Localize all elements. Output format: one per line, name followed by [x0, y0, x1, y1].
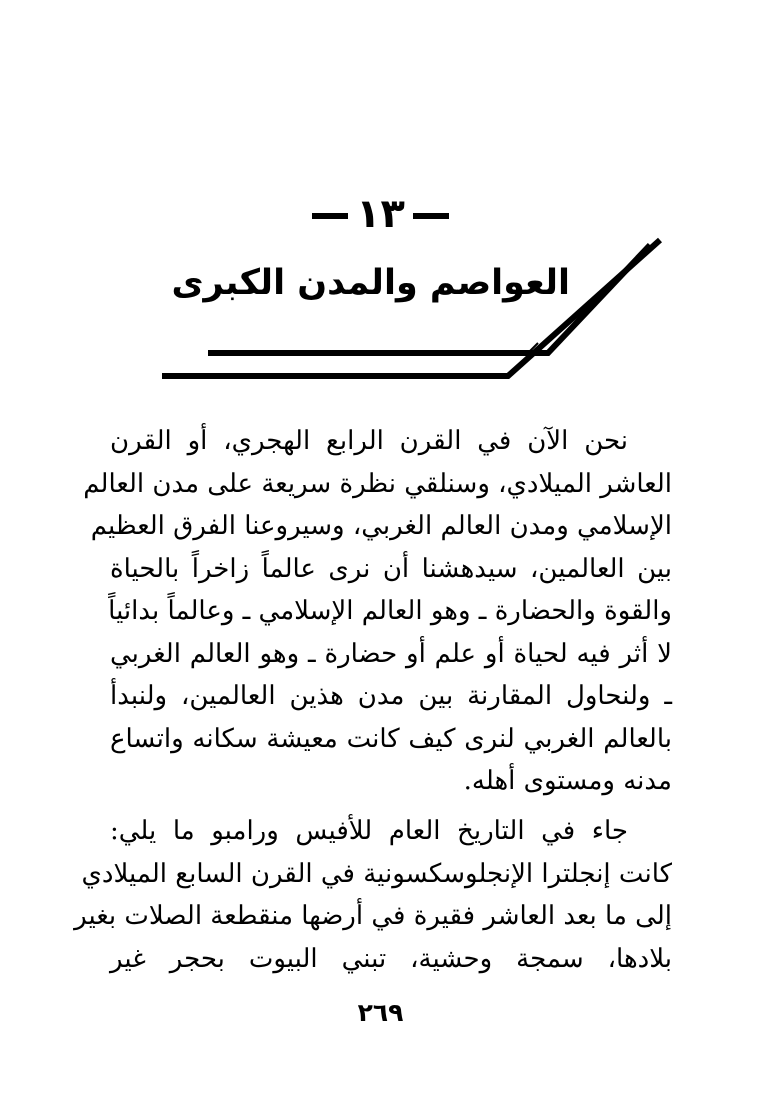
frame-thin-line — [528, 343, 538, 353]
text-line: الإسلامي ومدن العالم الغربي، وسيروعنا الفرق العظيم — [90, 511, 672, 541]
dash-decoration — [413, 213, 449, 219]
text-line: ـ ولنحاول المقارنة بين مدن هذين العالمين، ولنبدأ — [110, 681, 672, 711]
text-line: العاشر الميلادي، وسنلقي نظرة سريعة على مدن العالم — [83, 468, 672, 499]
text-line: جاء في التاريخ العام للأفيس ورامبو ما يلي: — [110, 816, 628, 846]
text-line: إلى ما بعد العاشر فقيرة في أرضها منقطعة الصلات بغير — [74, 901, 672, 931]
text-line: نحن الآن في القرن الرابع الهجري، أو القرن — [110, 426, 628, 456]
text-line: لا أثر فيه لحياة أو علم أو حضارة ـ وهو العالم الغربي — [110, 638, 672, 669]
paragraph-1 — [83, 420, 672, 803]
text-line: بلادها، سمجة وحشية، تبني البيوت بحجر غير — [110, 943, 672, 974]
text-line: بين العالمين، سيدهشنا أن نرى عالماً زاخراً بالحياة — [110, 553, 672, 584]
dash-decoration — [312, 213, 348, 219]
text-line: كانت إنجلترا الإنجلوسكسونية في القرن السابع الميلادي — [81, 858, 672, 889]
text-line: مدنه ومستوى أهله. — [463, 766, 672, 796]
page-number: ٢٦٩ — [357, 998, 404, 1027]
text-line: بالعالم الغربي لنرى كيف كانت معيشة سكانه واتساع — [110, 723, 672, 754]
chapter-title: العواصم والمدن الكبرى — [171, 263, 570, 303]
chapter-number — [0, 188, 761, 240]
paragraph-2 — [74, 810, 672, 980]
chapter-number-text: ١٣ — [356, 191, 405, 237]
text-line: والقوة والحضارة ـ وهو العالم الإسلامي ـ وعالماً بدائياً — [108, 596, 672, 626]
